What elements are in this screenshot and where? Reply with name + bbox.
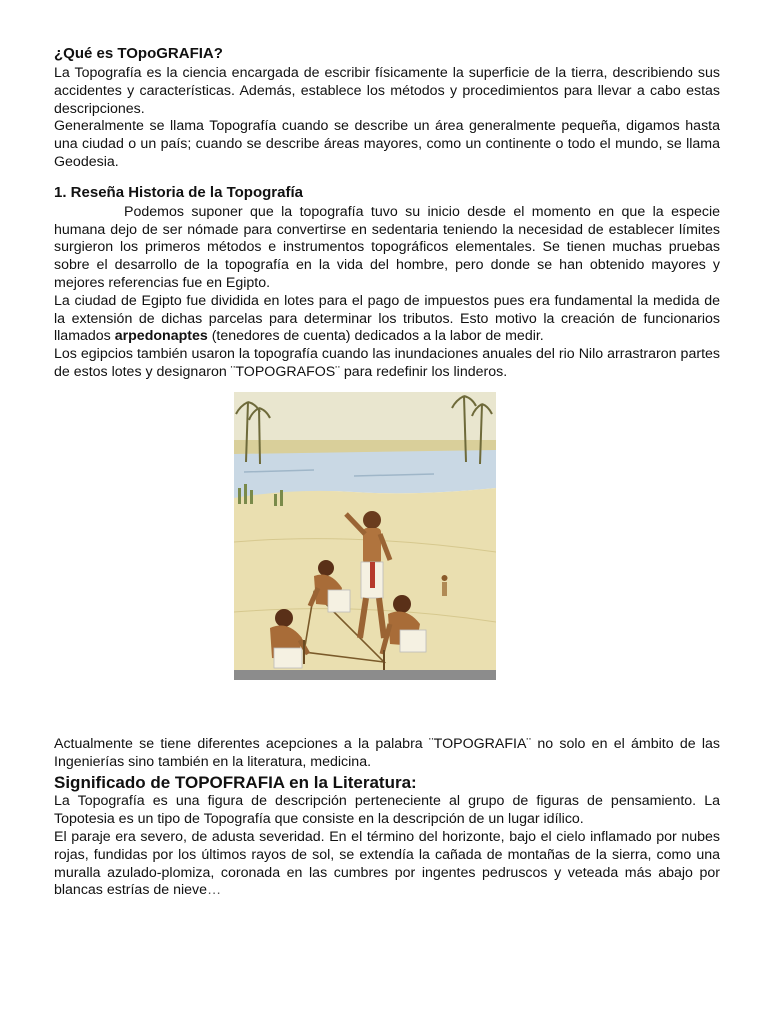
document-content <box>54 44 720 900</box>
paragraph-egipto-text: La ciudad de Egipto fue dividida en lotes para el pago de impuestos pues era fundamental la medida de la extensión de dichas parcelas para determinar los tributos. Esto motivo la creación de funcionarios llamados <box>54 292 720 345</box>
paragraph-paraje-text: El paraje era severo, de adusta severidad. En el término del horizonte, bajo el cielo inflamado por nubes rojas, fundidas por los últimos rayos de sol, se extendía la cañada de montañas de la sierra, como una muralla azulado-plomiza, coronada en las cumbres por ingentes pedruscos y veteada más abajo por blancas estrías de nieve <box>54 828 720 899</box>
ellipsis: … <box>207 882 222 899</box>
section-title-historia: 1. Reseña Historia de la Topografía <box>54 183 303 201</box>
section-title-literatura: Significado de TOPOFRAFIA en la Literatura: <box>54 773 417 793</box>
term-arpedonaptes: arpedonaptes <box>114 328 208 345</box>
paragraph-egipto <box>54 293 720 346</box>
paragraph-acepciones: Actualmente se tiene diferentes acepciones a la palabra ¨TOPOGRAFIA¨ no solo en el ámbito de las Ingenierías sino también en la literatura, medicina. <box>54 735 720 770</box>
paragraph-egipto-text-end: (tenedores de cuenta) dedicados a la labor de medir. <box>207 328 544 345</box>
paragraph-definition: La Topografía es la ciencia encargada de escribir físicamente la superficie de la tierra, describiendo sus accidentes y características. Además, establece los métodos y procedimientos para llevar a cabo estas descripciones. <box>54 65 720 117</box>
paragraph-nilo: Los egipcios también usaron la topografía cuando las inundaciones anuales del rio Nilo arrastraron partes de estos lotes y designaron ¨TOPOGRAFOS¨ para redefinir los linderos. <box>54 346 720 380</box>
paragraph-origin: Podemos suponer que la topografía tuvo su inicio desde el momento en que la especie humana dejo de ser nómade para convertirse en sedentaria teniendo la necesidad de establecer límites surgieron los primeros métodos e instrumentos topográficos elementales. Se tienen muchas pruebas sobre el desarrollo de la topografía en la vida del hombre, pero donde se han obtenido mayores y mejores referencias fue en Egipto. <box>54 203 720 291</box>
paragraph-geodesia: Generalmente se llama Topografía cuando se describe un área generalmente pequeña, digamos hasta una ciudad o un país; cuando se describe áreas mayores, como un continente o todo el mundo, se llama Geodesia. <box>54 118 720 170</box>
egyptian-surveyors-illustration <box>234 392 496 680</box>
paragraph-paraje <box>54 829 720 900</box>
paragraph-figura-descripcion: La Topografía es una figura de descripción perteneciente al grupo de figuras de pensamiento. La Topotesia es un tipo de Topografía que consiste en la descripción de un lugar idílico. <box>54 793 720 828</box>
figure-container <box>54 392 720 728</box>
section-title-que-es: ¿Qué es TOpoGRAFIA? <box>54 45 223 62</box>
